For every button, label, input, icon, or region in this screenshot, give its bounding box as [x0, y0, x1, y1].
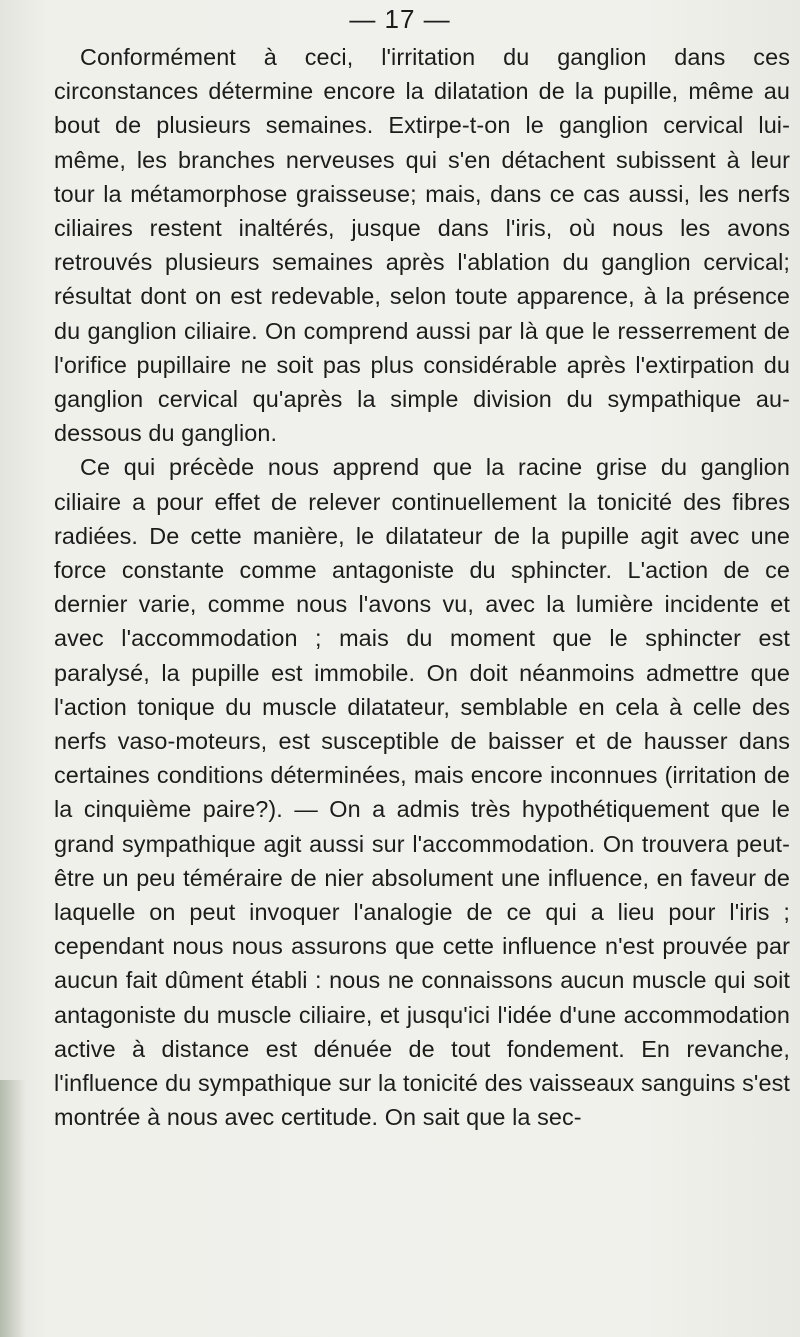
page-edge-shadow [0, 1080, 26, 1337]
paragraph-2: Ce qui précède nous apprend que la racine grise du ganglion ciliaire a pour effet de relever continuellement la tonicité des fibres radiées. De cette manière, le dilatateur de la pupille agit avec une force constante comme antagoniste du sphincter. L'action de ce dernier varie, comme nous l'avons vu, avec la lumière incidente et avec l'accommodation ; mais du moment que le sphincter est paralysé, la pupille est immobile. On doit néanmoins admettre que l'action tonique du muscle dilatateur, semblable en cela à celle des nerfs vaso-moteurs, est susceptible de baisser et de hausser dans certaines conditions déterminées, mais encore inconnues (irritation de la cinquième paire?). — On a admis très hypothétiquement que le grand sympathique agit aussi sur l'accommodation. On trouvera peut-être un peu téméraire de nier absolument une influence, en faveur de laquelle on peut invoquer l'analogie de ce qui a lieu pour l'iris ; cependant nous nous assurons que cette influence n'est prouvée par aucun fait dûment établi : nous ne connaissons aucun muscle qui soit antagoniste du muscle ciliaire, et jusqu'ici l'idée d'une accommodation active à distance est dénuée de tout fondement. En revanche, l'influence du sympathique sur la tonicité des vaisseaux sanguins s'est montrée à nous avec certitude. On sait que la sec- [54, 454, 790, 1131]
body-text [54, 40, 790, 1135]
paragraph-1: Conformément à ceci, l'irritation du ganglion dans ces circonstances détermine encore la dilatation de la pupille, même au bout de plusieurs semaines. Extirpe-t-on le ganglion cervical lui-même, les branches nerveuses qui s'en détachent subissent à leur tour la métamorphose graisseuse; mais, dans ce cas aussi, les nerfs ciliaires restent inaltérés, jusque dans l'iris, où nous les avons retrouvés plusieurs semaines après l'ablation du ganglion cervical; résultat dont on est redevable, selon toute apparence, à la présence du ganglion ciliaire. On comprend aussi par là que le resserrement de l'orifice pupillaire ne soit pas plus considérable après l'extirpation du ganglion cervical qu'après la simple division du sympathique au-dessous du ganglion. [54, 44, 790, 447]
page-number: — 17 — [349, 4, 451, 34]
